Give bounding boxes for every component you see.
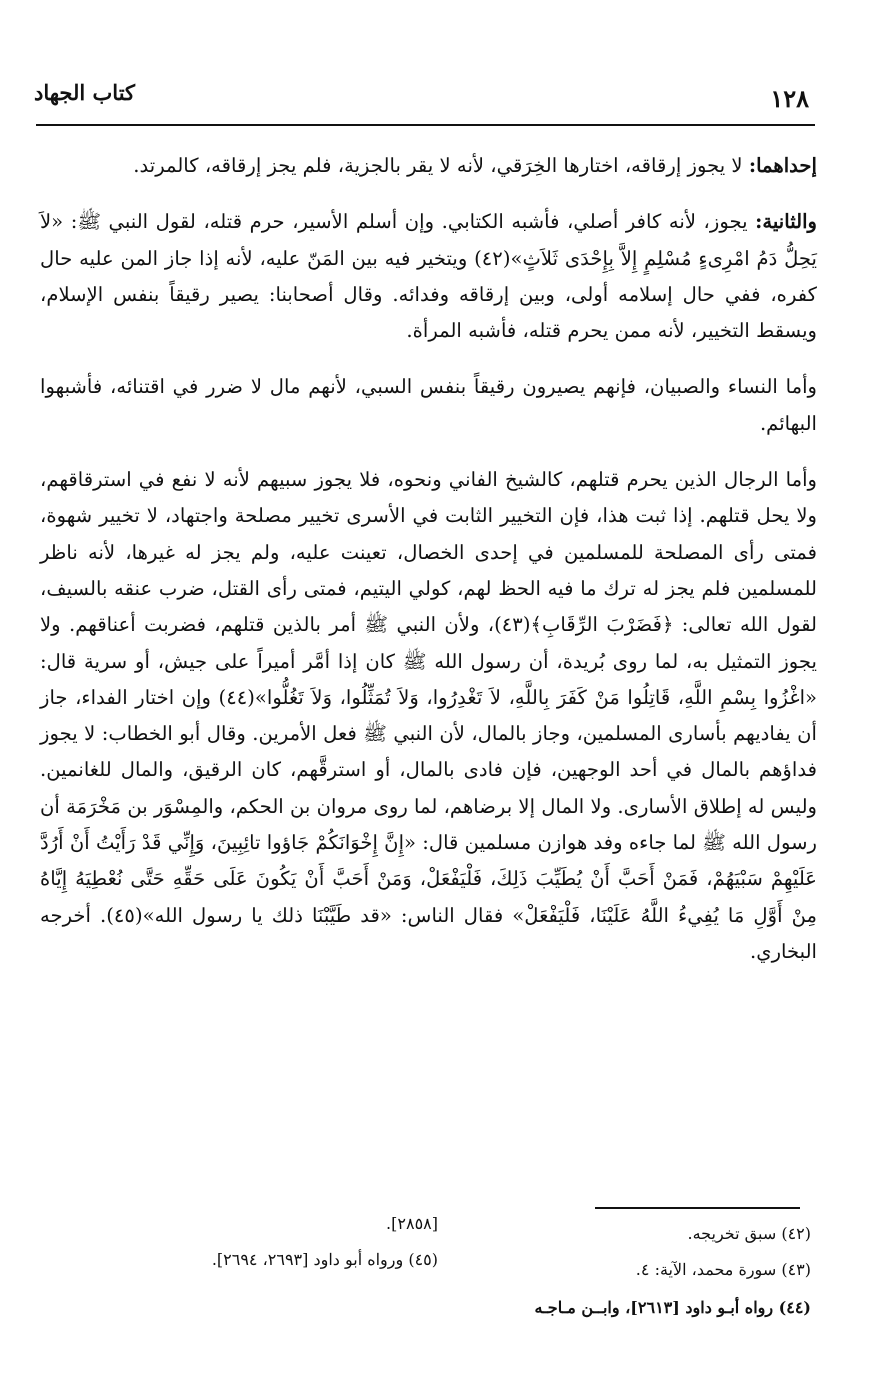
footnote-43: (٤٣) سورة محمد، الآية: ٤. (635, 1260, 811, 1279)
footnote-44-continuation: [٢٨٥٨]. (386, 1214, 438, 1233)
footnote-44: (٤٤) رواه أبـو داود [٢٦١٣]، وابــن مـاجـه (534, 1298, 811, 1317)
footnote-42: (٤٢) سبق تخريجه. (687, 1224, 811, 1243)
paragraph-text: لا يجوز إرقاقه، اختارها الخِرَقي، لأنه لا يقر بالجزية، فلم يجز إرقاقه، كالمرتد. (133, 154, 743, 177)
paragraph-lead: إحداهما: (748, 154, 817, 177)
footnotes-right-column (451, 1216, 811, 1288)
page-header (34, 80, 809, 120)
paragraph-lead: والثانية: (755, 210, 817, 234)
running-title: كتاب الجهاد (34, 80, 136, 105)
paragraph-text: يجوز، لأنه كافر أصلي، فأشبه الكتابي. وإن أسلم الأسير، حرم قتله، لقول النبي ﷺ: «لاَ يَحِلُّ دَمُ امْرِىءٍ مُسْلِمٍ إِلاَّ بِإِحْدَى ثَلاَثٍ»(٤٢) ويتخير فيه بين المَنّ عليه، لأنه إذا جاز المن عليه حال كفره، ففي حال إسلامه أولى، وبين إرقاقه وفدائه. وقال أصحابنا: يصير رقيقاً بنفس الإسلام، ويسقط التخيير، لأنه ممن يحرم قتله، فأشبه المرأة. (40, 210, 818, 343)
header-rule (36, 124, 815, 126)
paragraph-prisoners (40, 462, 817, 970)
paragraph-second-opinion (40, 204, 817, 349)
footnote-rule (595, 1207, 800, 1209)
page-number: ١٢٨ (770, 84, 809, 113)
paragraph-first-opinion (40, 148, 817, 184)
paragraph-text: وأما الرجال الذين يحرم قتلهم، كالشيخ الفاني ونحوه، فلا يجوز سبيهم لأنه لا نفع في استرقاقهم، ولا يحل قتلهم. إذا ثبت هذا، فإن التخيير الثابت في الأسرى تخيير مصلحة واجتهاد، لا تخيير شهوة، فمتى رأى المصلحة للمسلمين في إحدى الخصال، تعينت عليه، ولم يجز له غيرها، لأنه ناظر للمسلمين فلم يجز له ترك ما فيه الحظ لهم، كولي اليتيم، فمتى رأى القتل، ضرب عنقه بالسيف، لقول الله تعالى: ﴿فَضَرْبَ الرِّقَابِ﴾(٤٣)، ولأن النبي ﷺ أمر بالذين قتلهم، فضربت أعناقهم. ولا يجوز التمثيل به، لما روى بُريدة، أن رسول الله ﷺ كان إذا أمَّر أميراً على جيش، أو سرية قال: «اغْزُوا بِسْمِ اللَّهِ، قَاتِلُوا مَنْ كَفَرَ بِاللَّهِ، لاَ تَغْدِرُوا، وَلاَ تُمَثِّلُوا، وَلاَ تَغُلُّوا»(٤٤) وإن اختار الفداء، جاز أن يفاديهم بأسارى المسلمين، وجاز بالمال، لأن النبي ﷺ فعل الأمرين. وقال أبو الخطاب: لا يجوز فداؤهم بالمال في أحد الوجهين، فإن فادى بالمال، أو استرقَّهم، كان الرقيق، والمال للغانمين. وليس له إطلاق الأسارى. ولا المال إلا برضاهم، لما روى مروان بن الحكم، والمِسْوَر بن مَخْرَمَة أن رسول الله ﷺ لما جاءه وفد هوازن مسلمين قال: «إِنَّ إِخْوَانَكُمْ جَاؤوا تائِبِينَ، وَإِنِّي قَدْ رَأَيْتُ أَنْ أَرُدَّ عَلَيْهِمْ سَبْيَهُمْ، فَمَنْ أَحَبَّ أَنْ يُطَيِّبَ ذَلِكَ، فَلْيَفْعَلْ، وَمَنْ أَحَبَّ أَنْ يَكُونَ عَلَى حَقِّهِ حَتَّى نُعْطِيَهُ إِيَّاهُ مِنْ أَوَّلِ مَا يُفِيءُ اللَّهُ عَلَيْنَا، فَلْيَفْعَلْ» فقال الناس: «قد طَيَّبْنَا ذلك يا رسول الله»(٤٥). أخرجه البخاري. (40, 468, 818, 963)
paragraph-text: وأما النساء والصبيان، فإنهم يصيرون رقيقاً بنفس السبي، لأنهم مال لا ضرر في اقتنائه، فأشبهوا البهائم. (40, 375, 817, 435)
paragraph-women-children (40, 369, 817, 442)
footnote-45: (٤٥) ورواه أبو داود [٢٦٩٣، ٢٦٩٤]. (211, 1250, 438, 1269)
main-text (40, 148, 817, 993)
footnotes-left-column (98, 1206, 438, 1278)
